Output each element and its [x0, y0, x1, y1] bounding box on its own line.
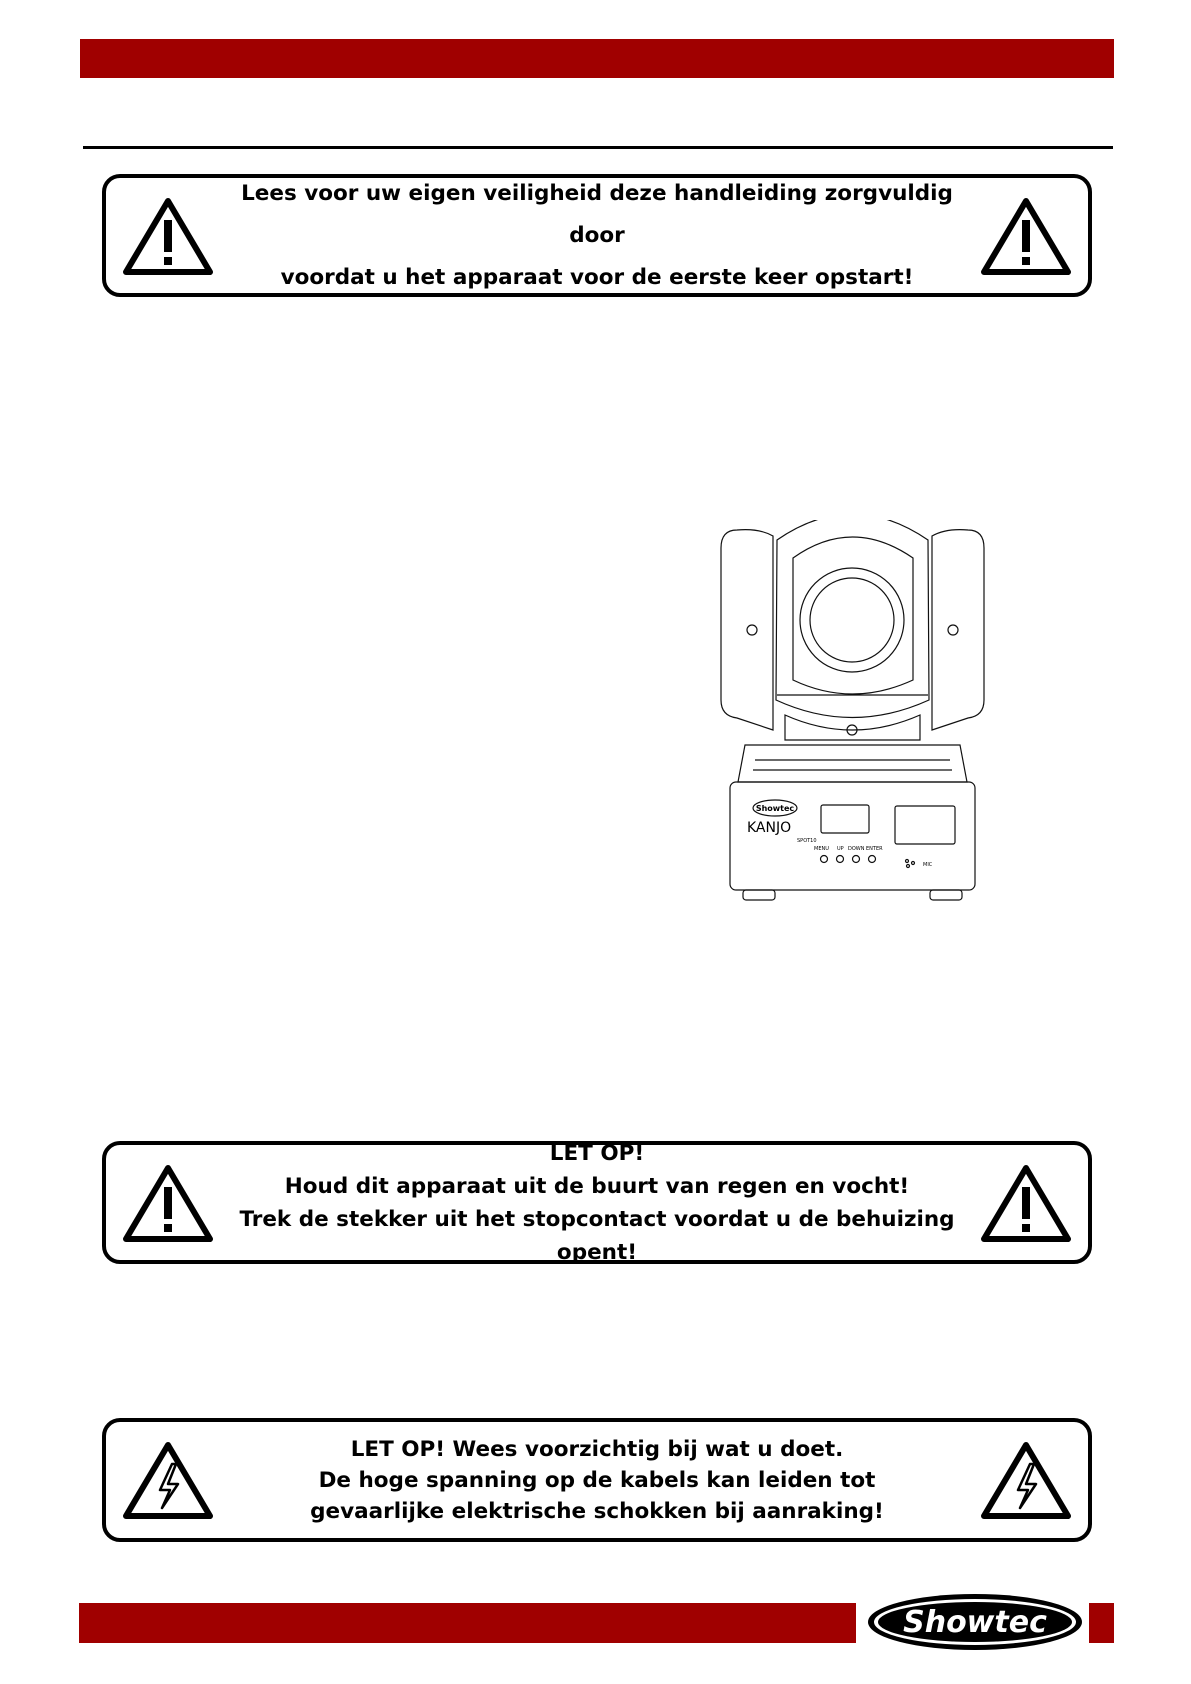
- fixture-button-label: MENU: [814, 846, 829, 852]
- showtec-logo: [865, 1591, 1085, 1653]
- high-voltage-triangle-icon: [980, 1440, 1072, 1520]
- high-voltage-triangle-icon: [122, 1440, 214, 1520]
- safety-warning-box: [102, 174, 1092, 297]
- logo-text: Showtec: [903, 1605, 1047, 1640]
- warning-line: Trek de stekker uit het stopcontact voordat u de behuizing opent!: [239, 1206, 955, 1265]
- fixture-model-label: KANJO: [747, 820, 792, 836]
- warning-line: voordat u het apparaat voor de eerste keer opstart!: [280, 264, 914, 290]
- moisture-warning-text: [236, 1140, 958, 1265]
- warning-line: LET OP!: [549, 1140, 645, 1166]
- footer-red-bar: [79, 1603, 856, 1643]
- header-red-bar: [80, 39, 1114, 78]
- fixture-mic-label: MIC: [923, 862, 933, 868]
- warning-line: Houd dit apparaat uit de buurt van regen en vocht!: [284, 1173, 910, 1199]
- header-rule: [83, 146, 1113, 149]
- exclamation-triangle-icon: [980, 1163, 1072, 1243]
- exclamation-triangle-icon: [122, 1163, 214, 1243]
- exclamation-triangle-icon: [980, 196, 1072, 276]
- fixture-button-label: UP: [837, 846, 844, 852]
- fixture-button-label: DOWN: [848, 846, 865, 852]
- footer-red-bar-end: [1089, 1603, 1114, 1643]
- moisture-warning-box: [102, 1141, 1092, 1264]
- safety-warning-text: [236, 178, 958, 293]
- fixture-brand-label: Showtec: [755, 804, 795, 813]
- warning-line: LET OP! Wees voorzichtig bij wat u doet.: [350, 1436, 844, 1462]
- warning-line: Lees voor uw eigen veiligheid deze handleiding zorgvuldig door: [241, 180, 953, 248]
- voltage-warning-box: [102, 1418, 1092, 1542]
- moving-head-illustration: [715, 520, 990, 920]
- fixture-button-label: ENTER: [866, 846, 883, 852]
- fixture-sub-label: SPOT10: [797, 838, 817, 844]
- voltage-warning-text: [236, 1422, 958, 1538]
- warning-line: gevaarlijke elektrische schokken bij aanraking!: [310, 1498, 884, 1524]
- exclamation-triangle-icon: [122, 196, 214, 276]
- warning-line: De hoge spanning op de kabels kan leiden tot: [318, 1467, 876, 1493]
